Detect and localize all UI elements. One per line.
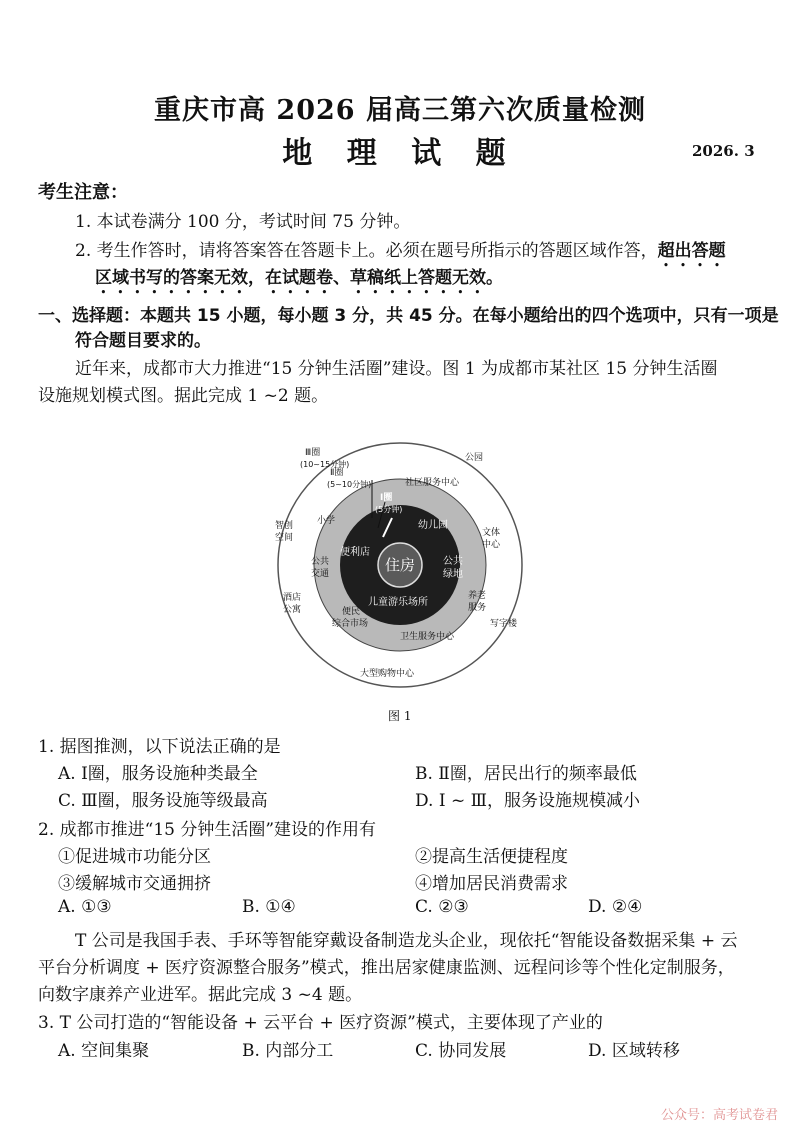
q2-option-b: B. ①④	[242, 897, 296, 917]
culture-label: 文体	[482, 528, 501, 538]
watermark-text: 公众号：高考试卷君	[660, 1108, 778, 1123]
transit-label-2: 交通	[311, 569, 330, 579]
community-service-label: 社区服务中心	[405, 478, 460, 488]
ring1-time: (5分钟)	[375, 505, 403, 514]
q2-statement-2: ②提高生活便捷程度	[415, 847, 568, 867]
passage2-line2: 平台分析调度 + 医疗资源整合服务”模式，推出居家健康监测、远程问诊等个性化定制服务，	[38, 958, 735, 978]
passage1-line1: 近年来，成都市大力推进“15 分钟生活圈”建设。图 1 为成都市某社区 15 分钟生活圈	[75, 359, 718, 379]
q2-statement-4: ④增加居民消费需求	[415, 874, 568, 894]
notice-heading: 考生注意：	[38, 182, 128, 203]
health-center-label: 卫生服务中心	[400, 632, 455, 642]
q1-option-c: C. Ⅲ圈，服务设施等级最高	[58, 791, 268, 811]
hotel-label: 酒店	[283, 593, 302, 603]
q3-option-d: D. 区域转移	[588, 1041, 680, 1061]
elderly-label-2: 服务	[468, 603, 487, 613]
notice-item-2-emphasis-a: 超出答题	[657, 241, 726, 261]
kindergarten-label: 幼儿园	[418, 520, 448, 531]
q3-stem: 3. T 公司打造的“智能设备 + 云平台 + 医疗资源”模式，主要体现了产业的	[38, 1013, 603, 1033]
q3-option-c: C. 协同发展	[415, 1041, 507, 1061]
passage1-line2: 设施规划模式图。据此完成 1 ~2 题。	[38, 386, 329, 406]
creative-space-label-2: 空间	[275, 533, 294, 543]
ring2-label: Ⅱ圈	[330, 468, 344, 478]
section-heading-line2: 符合题目要求的。	[75, 331, 211, 351]
culture-label-2: 中心	[482, 540, 501, 550]
notice-item-1: 1. 本试卷满分 100 分，考试时间 75 分钟。	[75, 212, 411, 232]
q1-stem: 1. 据图推测，以下说法正确的是	[38, 737, 281, 757]
q3-option-b: B. 内部分工	[242, 1041, 334, 1061]
passage2-line3: 向数字康养产业进军。据此完成 3 ~4 题。	[38, 985, 363, 1005]
children-play-label: 儿童游乐场所	[368, 597, 428, 608]
figure-1-diagram	[250, 440, 550, 700]
park-label: 公园	[465, 453, 484, 463]
q1-option-b: B. Ⅱ圈，居民出行的频率最低	[415, 764, 637, 784]
q3-option-a: A. 空间集聚	[58, 1041, 150, 1061]
ring2-time: (5~10分钟)	[327, 480, 372, 489]
transit-label: 公共	[311, 557, 330, 567]
subject-title: 地 理 试 题	[282, 136, 518, 171]
ring3-time: (10~15分钟)	[300, 460, 350, 469]
q2-statement-1: ①促进城市功能分区	[58, 847, 211, 867]
q2-option-a: A. ①③	[58, 897, 112, 917]
mall-label: 大型购物中心	[360, 669, 415, 679]
office-label: 写字楼	[490, 619, 518, 629]
market-label-2: 综合市场	[332, 619, 369, 629]
convenience-store-label: 便利店	[340, 547, 370, 558]
public-green-label-2: 绿地	[443, 569, 463, 580]
hotel-label-2: 公寓	[283, 605, 302, 615]
q2-statement-3: ③缓解城市交通拥挤	[58, 874, 211, 894]
notice-item-2-emphasis-b: 区域书写的答案无效，在试题卷、草稿纸上答题无效。	[95, 268, 503, 288]
q1-option-d: D. Ⅰ ~ Ⅲ，服务设施规模减小	[415, 791, 640, 811]
ring3-label: Ⅲ圈	[305, 448, 321, 458]
q2-option-c: C. ②③	[415, 897, 469, 917]
section-heading-line1: 一、选择题：本题共 15 小题，每小题 3 分，共 45 分。在每小题给出的四个选项中，只有一项是	[38, 306, 779, 326]
q2-option-d: D. ②④	[588, 897, 643, 917]
figure-1-caption: 图 1	[388, 709, 412, 723]
exam-title: 重庆市高 2026 届高三第六次质量检测	[154, 95, 646, 126]
creative-space-label: 智创	[275, 521, 294, 531]
passage2-line1: T 公司是我国手表、手环等智能穿戴设备制造龙头企业，现依托“智能设备数据采集 + 云	[75, 931, 738, 951]
primary-school-label: 小学	[317, 516, 336, 526]
elderly-label: 养老	[468, 591, 487, 601]
q2-stem: 2. 成都市推进“15 分钟生活圈”建设的作用有	[38, 820, 377, 840]
notice-item-2-text: 2. 考生作答时，请将答案答在答题卡上。必须在题号所指示的答题区域作答，	[75, 241, 658, 261]
q1-option-a: A. Ⅰ圈，服务设施种类最全	[58, 764, 258, 784]
housing-label: 住房	[384, 556, 416, 574]
public-green-label: 公共	[443, 556, 463, 567]
market-label: 便民	[342, 607, 361, 617]
exam-date: 2026. 3	[692, 142, 755, 160]
ring1-label: Ⅰ圈	[380, 493, 393, 503]
